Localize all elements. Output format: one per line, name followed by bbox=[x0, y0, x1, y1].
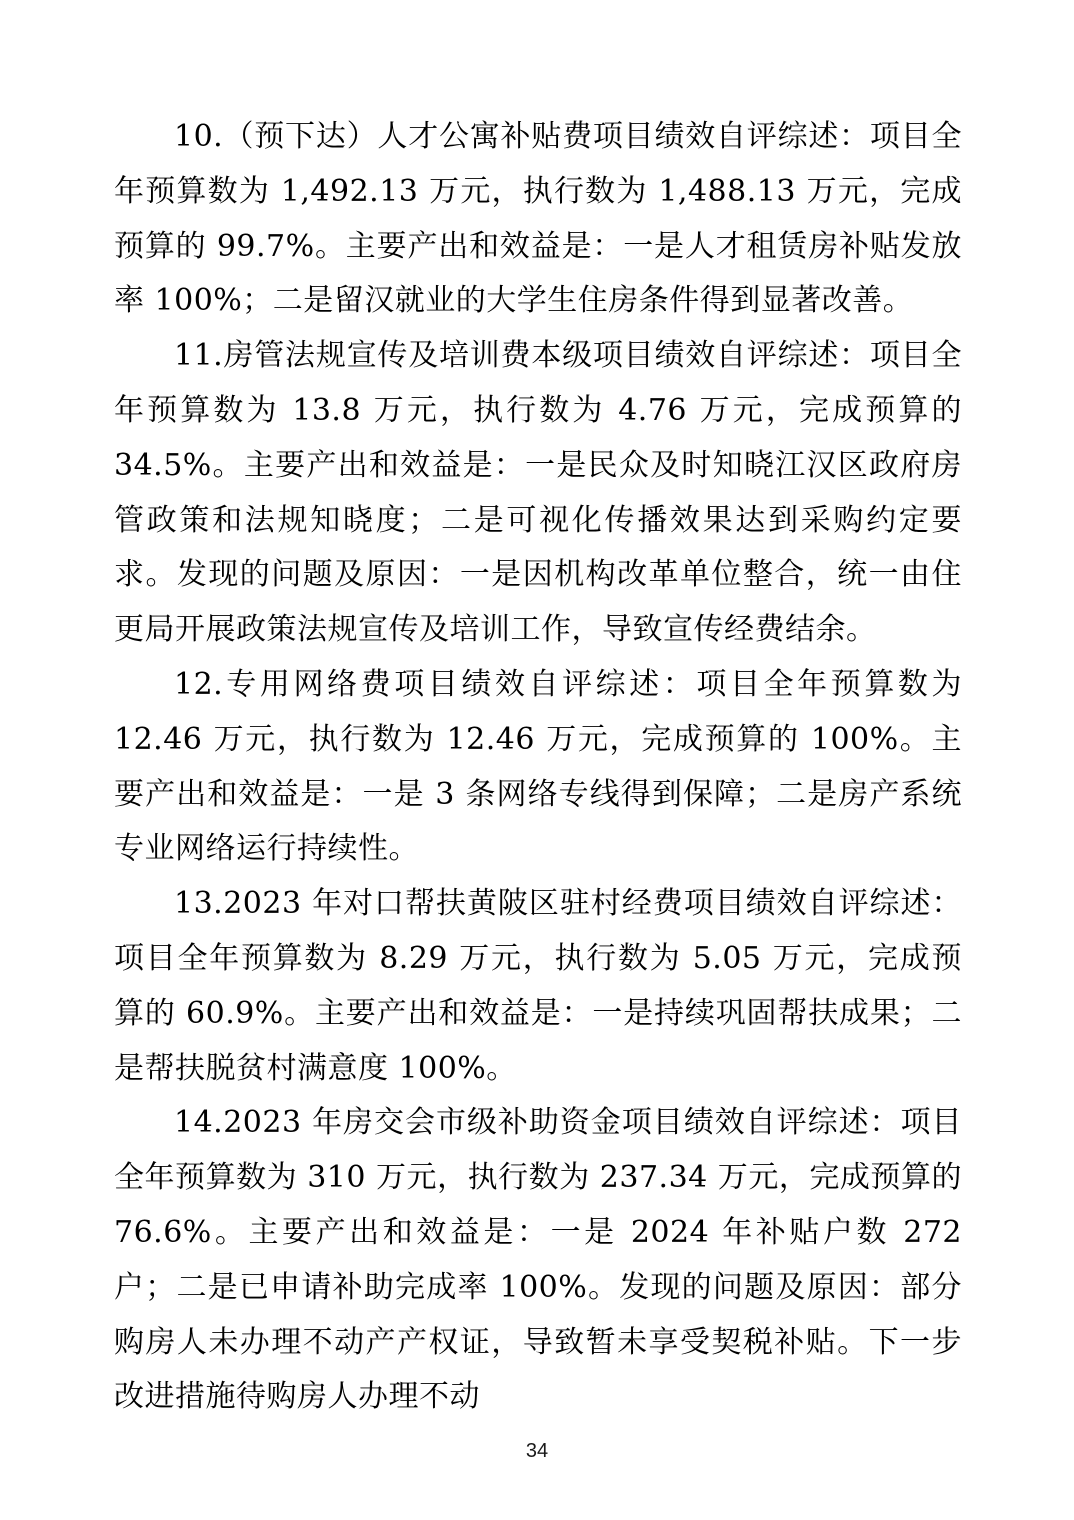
document-body bbox=[114, 110, 962, 1425]
page-number: 34 bbox=[525, 1440, 549, 1462]
paragraph-10: 10.（预下达）人才公寓补贴费项目绩效自评综述：项目全年预算数为 1,492.13 万元，执行数为 1,488.13 万元，完成预算的 99.7%。主要产出和效益是：一是人才租赁房补贴发放率 100%；二是留汉就业的大学生住房条件得到显著改善。 bbox=[114, 119, 962, 319]
paragraph-13: 13.2023 年对口帮扶黄陂区驻村经费项目绩效自评综述：项目全年预算数为 8.29 万元，执行数为 5.05 万元，完成预算的 60.9%。主要产出和效益是：一是持续巩固帮扶成果；二是帮扶脱贫村满意度 100%。 bbox=[114, 886, 962, 1086]
paragraph-14: 14.2023 年房交会市级补助资金项目绩效自评综述：项目全年预算数为 310 万元，执行数为 237.34 万元，完成预算的 76.6%。主要产出和效益是：一是 2024 年补贴户数 272 户；二是已申请补助完成率 100%。发现的问题及原因：部分购房人未办理不动产产权证，导致暂未享受契税补贴。下一步改进措施待购房人办理不动 bbox=[114, 1105, 962, 1415]
paragraph-12: 12.专用网络费项目绩效自评综述：项目全年预算数为 12.46 万元，执行数为 12.46 万元，完成预算的 100%。主要产出和效益是：一是 3 条网络专线得到保障；二是房产系统专业网络运行持续性。 bbox=[114, 666, 962, 867]
paragraph-11: 11.房管法规宣传及培训费本级项目绩效自评综述：项目全年预算数为 13.8 万元，执行数为 4.76 万元，完成预算的 34.5%。主要产出和效益是：一是民众及时知晓江汉区政府房管政策和法规知晓度；二是可视化传播效果达到采购约定要求。发现的问题及原因：一是因机构改革单位整合，统一由住更局开展政策法规宣传及培训工作，导致宣传经费结余。 bbox=[114, 338, 962, 648]
